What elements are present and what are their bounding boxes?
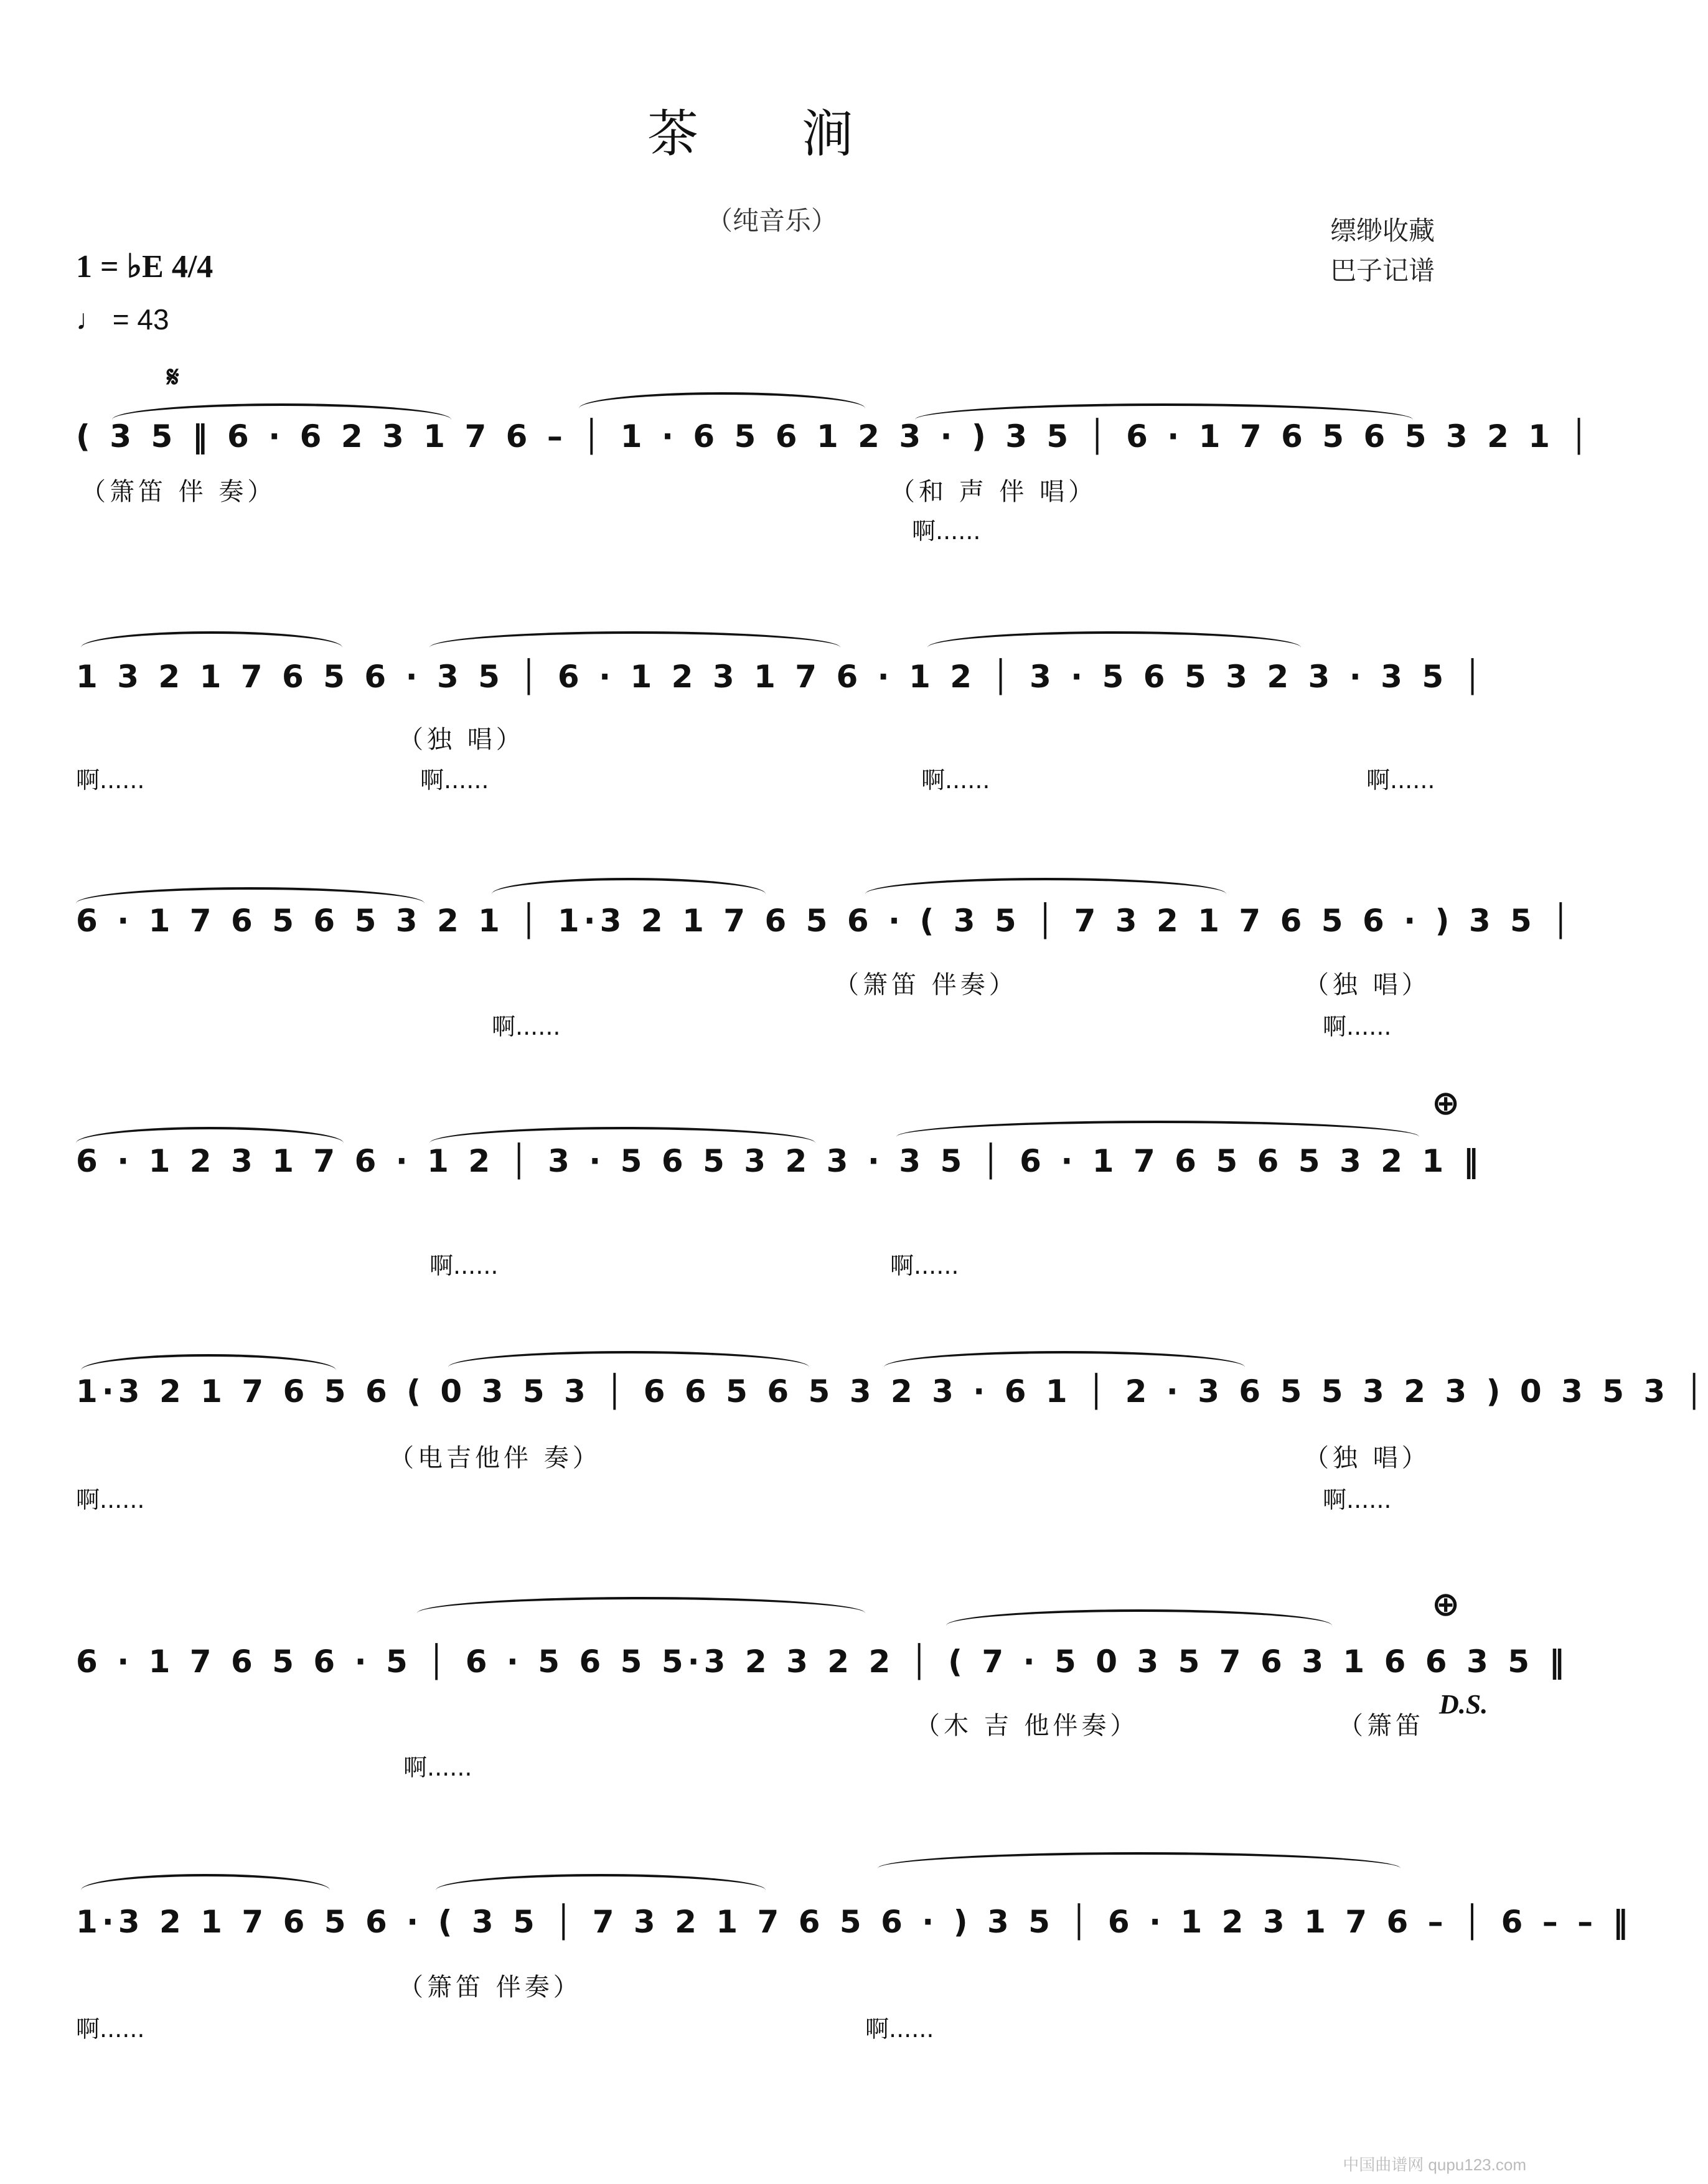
lyric: 啊......	[492, 1013, 561, 1040]
instrument-label: （木 吉 他伴奏）	[915, 1711, 1139, 1740]
slur	[436, 1874, 766, 1890]
instrument-label: （箫笛 伴奏）	[834, 971, 1018, 999]
instrument-label: （独 唱）	[398, 725, 525, 754]
slur	[81, 1874, 330, 1890]
slur	[927, 631, 1301, 647]
slur	[865, 878, 1226, 894]
slur	[429, 1127, 815, 1143]
notation-line-7: 1·3 2 1 7 6 5 6 · ( 3 5 │ 7 3 2 1 7 6 5 6 · ) 3 5 │ 6 · 1 2 3 1 7 6 – │ 6 – – ‖	[76, 1904, 1633, 1940]
instrument-label: （独 唱）	[1304, 1444, 1430, 1472]
collector-credit: 缥缈收藏	[1330, 215, 1435, 246]
coda-sign: ⊕	[1432, 1584, 1460, 1624]
lyric: 啊......	[921, 766, 990, 794]
slur	[417, 1597, 865, 1613]
lyric: 啊......	[890, 1252, 959, 1279]
slur	[896, 1121, 1419, 1137]
slur	[915, 403, 1413, 420]
notation-line-2: 1 3 2 1 7 6 5 6 · 3 5 │ 6 · 1 2 3 1 7 6 · 1 2 │ 3 · 5 6 5 3 2 3 · 3 5 │	[76, 659, 1486, 695]
instrument-label: （独 唱）	[1304, 971, 1430, 999]
instrument-label: （电吉他伴 奏）	[389, 1444, 601, 1472]
slur	[492, 878, 766, 894]
lyric: 啊......	[1366, 766, 1435, 794]
notation-line-1: ( 3 5 ‖ 6 · 6 2 3 1 7 6 – │ 1 · 6 5 6 1 2 3 · ) 3 5 │ 6 · 1 7 6 5 6 5 3 2 1 │	[76, 418, 1593, 454]
slur	[946, 1609, 1332, 1626]
coda-sign: ⊕	[1432, 1083, 1460, 1123]
dal-segno-marking: D.S.	[1439, 1689, 1488, 1720]
lyric: 啊......	[76, 766, 145, 794]
instrument-label: （箫笛	[1338, 1711, 1424, 1740]
slur	[448, 1351, 809, 1367]
lyric: 啊......	[912, 517, 981, 545]
page-title: 茶 涧	[647, 105, 897, 164]
notation-line-5: 1·3 2 1 7 6 5 6 ( 0 3 5 3 │ 6 6 5 6 5 3 2 3 · 6 1 │ 2 · 3 6 5 5 3 2 3 ) 0 3 5 3 │	[76, 1373, 1708, 1410]
instrument-label: （箫笛 伴奏）	[398, 1973, 582, 2002]
instrument-label: （和 声 伴 唱）	[890, 478, 1097, 506]
slur	[76, 887, 425, 903]
slur	[579, 392, 865, 408]
key-signature: 1 = ♭E 4/4	[76, 249, 214, 285]
slur	[884, 1351, 1245, 1367]
segno-sign: 𝄋	[167, 360, 179, 393]
transcriber-credit: 巴子记谱	[1330, 255, 1435, 286]
tempo-marking: ♩ = 43	[76, 303, 169, 336]
slur	[81, 1354, 336, 1370]
subtitle: （纯音乐）	[706, 205, 837, 236]
lyric: 啊......	[1323, 1013, 1392, 1040]
slur	[878, 1852, 1401, 1868]
lyric: 啊......	[1323, 1486, 1392, 1513]
lyric: 啊......	[76, 1486, 145, 1513]
slur	[429, 631, 840, 647]
notation-line-4: 6 · 1 2 3 1 7 6 · 1 2 │ 3 · 5 6 5 3 2 3 · 3 5 │ 6 · 1 7 6 5 6 5 3 2 1 ‖	[76, 1143, 1483, 1179]
notation-line-6: 6 · 1 7 6 5 6 · 5 │ 6 · 5 6 5 5·3 2 3 2 2 │ ( 7 · 5 0 3 5 7 6 3 1 6 6 3 5 ‖	[76, 1644, 1569, 1680]
slur	[81, 631, 342, 647]
lyric: 啊......	[403, 1754, 472, 1781]
lyric: 啊......	[76, 2015, 145, 2043]
watermark: 中国曲谱网 qupu123.com	[1343, 2155, 1526, 2174]
lyric: 啊......	[865, 2015, 934, 2043]
slur	[112, 403, 451, 420]
notation-line-3: 6 · 1 7 6 5 6 5 3 2 1 │ 1·3 2 1 7 6 5 6 · ( 3 5 │ 7 3 2 1 7 6 5 6 · ) 3 5 │	[76, 903, 1575, 939]
slur	[76, 1127, 344, 1143]
lyric: 啊......	[429, 1252, 499, 1279]
instrument-label: （箫笛 伴 奏）	[81, 478, 276, 506]
lyric: 啊......	[420, 766, 489, 794]
